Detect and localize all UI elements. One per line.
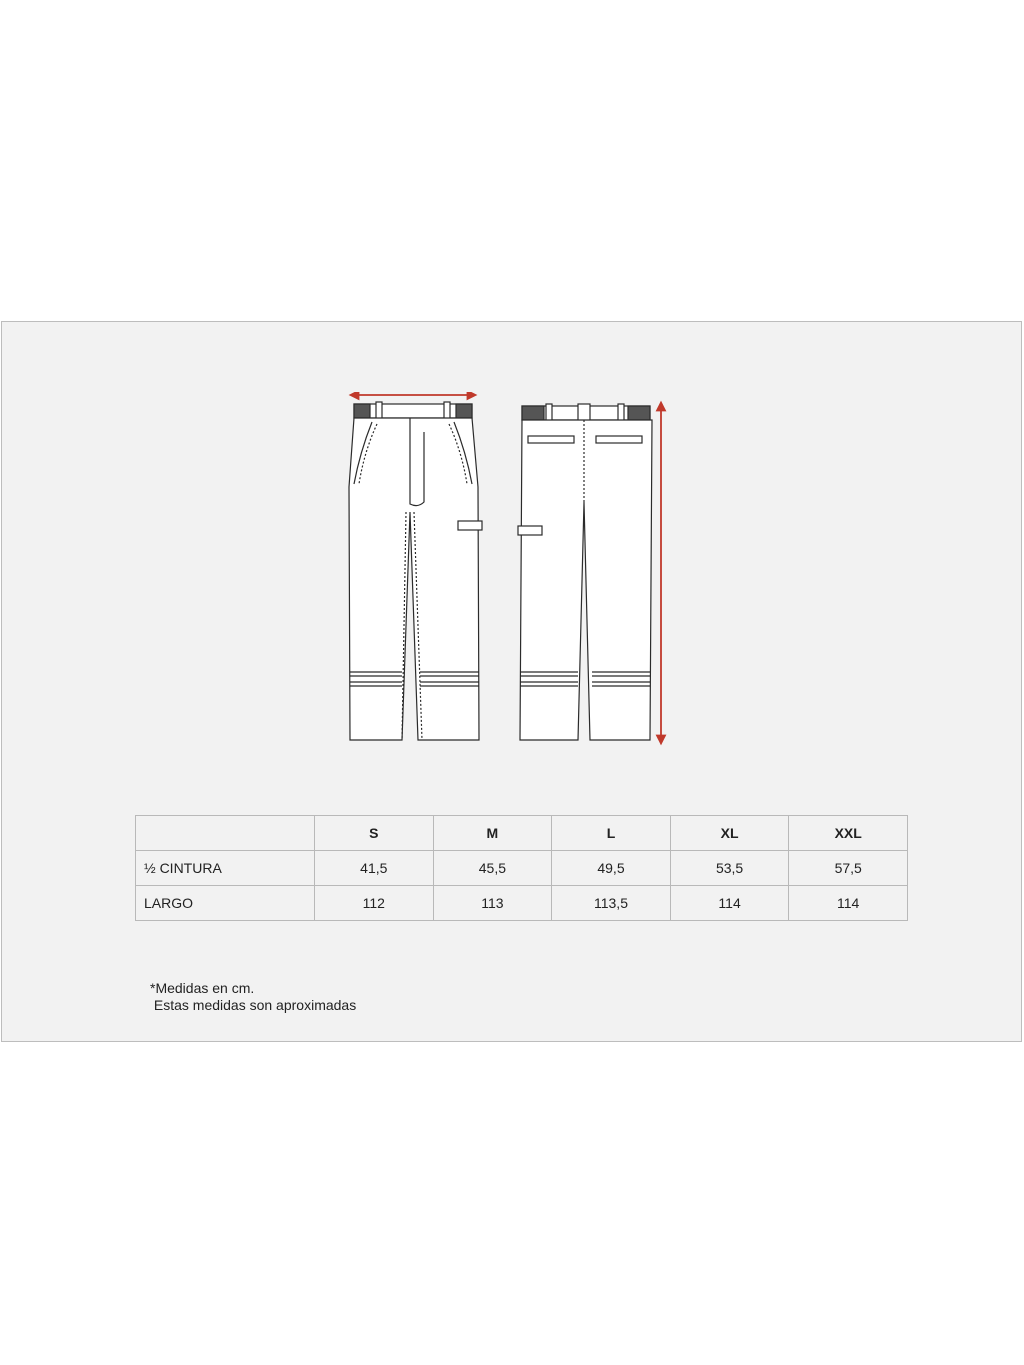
table-cell: 49,5: [552, 851, 671, 886]
table-cell: 45,5: [433, 851, 552, 886]
size-guide-sheet: [1, 321, 1022, 1042]
header-cell-m: M: [433, 816, 552, 851]
table-cell: 57,5: [789, 851, 908, 886]
header-cell-xl: XL: [670, 816, 789, 851]
header-cell-s: S: [315, 816, 434, 851]
table-header-row: [136, 816, 908, 851]
table-row: [136, 851, 908, 886]
table-cell: 113,5: [552, 886, 671, 921]
row-label-cintura: ½ CINTURA: [136, 851, 315, 886]
table-cell: 113: [433, 886, 552, 921]
pants-back-icon: [518, 404, 652, 740]
table-cell: 41,5: [315, 851, 434, 886]
table-cell: 114: [670, 886, 789, 921]
pants-technical-drawing: [332, 392, 682, 752]
table-row: [136, 886, 908, 921]
measurement-notes: [150, 980, 356, 1014]
row-label-largo: LARGO: [136, 886, 315, 921]
note-approximate: Estas medidas son aproximadas: [150, 997, 357, 1013]
table-cell: 53,5: [670, 851, 789, 886]
note-units: *Medidas en cm.: [150, 980, 255, 996]
header-cell-l: L: [552, 816, 671, 851]
table-cell: 114: [789, 886, 908, 921]
pants-front-icon: [349, 402, 482, 740]
header-cell-xxl: XXL: [789, 816, 908, 851]
table-cell: 112: [315, 886, 434, 921]
size-table: [135, 815, 908, 921]
header-cell-empty: [136, 816, 315, 851]
